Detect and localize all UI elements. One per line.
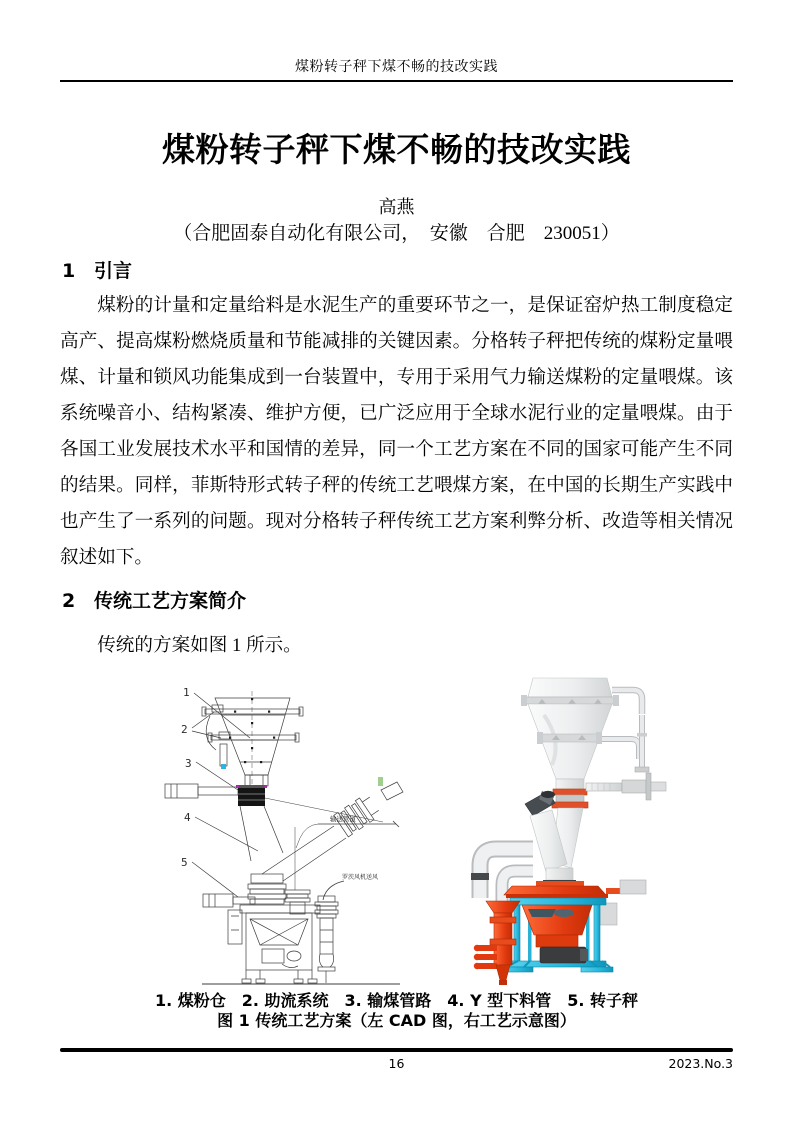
cad-callout-5: 5 [181, 856, 188, 869]
figure-1-cad-drawing [150, 678, 440, 990]
page-number: 16 [388, 1056, 405, 1071]
section-1-heading [62, 256, 733, 283]
author-affiliation: （合肥固泰自动化有限公司， 安徽 合肥 230051） [173, 223, 620, 244]
page-footer [60, 1056, 733, 1074]
figure-1-3d-render [440, 663, 725, 988]
author-name: 高燕 [378, 197, 415, 217]
section-2-number: 2 [62, 590, 76, 612]
document-title: 煤粉转子秤下煤不畅的技改实践 [162, 130, 631, 169]
render-valve-actuator [586, 773, 666, 800]
cad-linework [165, 691, 403, 984]
cad-annotation-pipe: 输送管道 [330, 815, 356, 823]
section-1-number: 1 [62, 260, 76, 282]
render-hopper-cone [521, 678, 619, 789]
cad-blue-mark [221, 764, 226, 769]
footer-rule [60, 1048, 733, 1052]
issue-label: 2023.No.3 [668, 1056, 733, 1071]
header-rule [60, 80, 733, 82]
section-2-title: 传统工艺方案简介 [94, 590, 247, 612]
cad-callout-4: 4 [184, 811, 191, 824]
section-1-title: 引言 [94, 260, 133, 282]
figure-1-legend: 1. 煤粉仓 2. 助流系统 3. 输煤管路 4. Y 型下料管 5. 转子秤 [154, 991, 639, 1010]
cad-green-mark [378, 777, 383, 786]
figure-1-caption: 图 1 传统工艺方案（左 CAD 图，右工艺示意图） [217, 1011, 576, 1030]
section-2-paragraph: 传统的方案如图 1 所示。 [97, 635, 302, 656]
section-1-paragraph: 煤粉的计量和定量给料是水泥生产的重要环节之一，是保证窑炉热工制度稳定高产、提高煤粉燃烧质量和节能减排的关键因素。分格转子秤把传统的煤粉定量喂煤、计量和锁风功能集成到一台装置中，专用于采用气力输送煤粉的定量喂煤。该系统噪音小、结构紧凑、维护方便，已广泛应用于全球水泥行业的定量喂煤。由于各国工业发展技术水平和国情的差异，同一个工艺方案在不同的国家可能产生不同的结果。同样，菲斯特形式转子秤的传统工艺喂煤方案，在中国的长期生产实践中也产生了一系列的问题。现对分格转子秤传统工艺方案利弊分析、改造等相关情况叙述如下。 [60, 295, 733, 568]
running-header-title: 煤粉转子秤下煤不畅的技改实践 [295, 60, 498, 75]
cad-valve [236, 785, 267, 806]
render-clamp-rings [552, 789, 588, 808]
cad-callout-1: 1 [183, 686, 190, 699]
section-2-heading [62, 586, 733, 613]
cad-callout-3: 3 [185, 757, 192, 770]
cad-annotation-blower: 罗茨风机送风 [342, 874, 379, 881]
cad-callout-2: 2 [181, 723, 188, 736]
